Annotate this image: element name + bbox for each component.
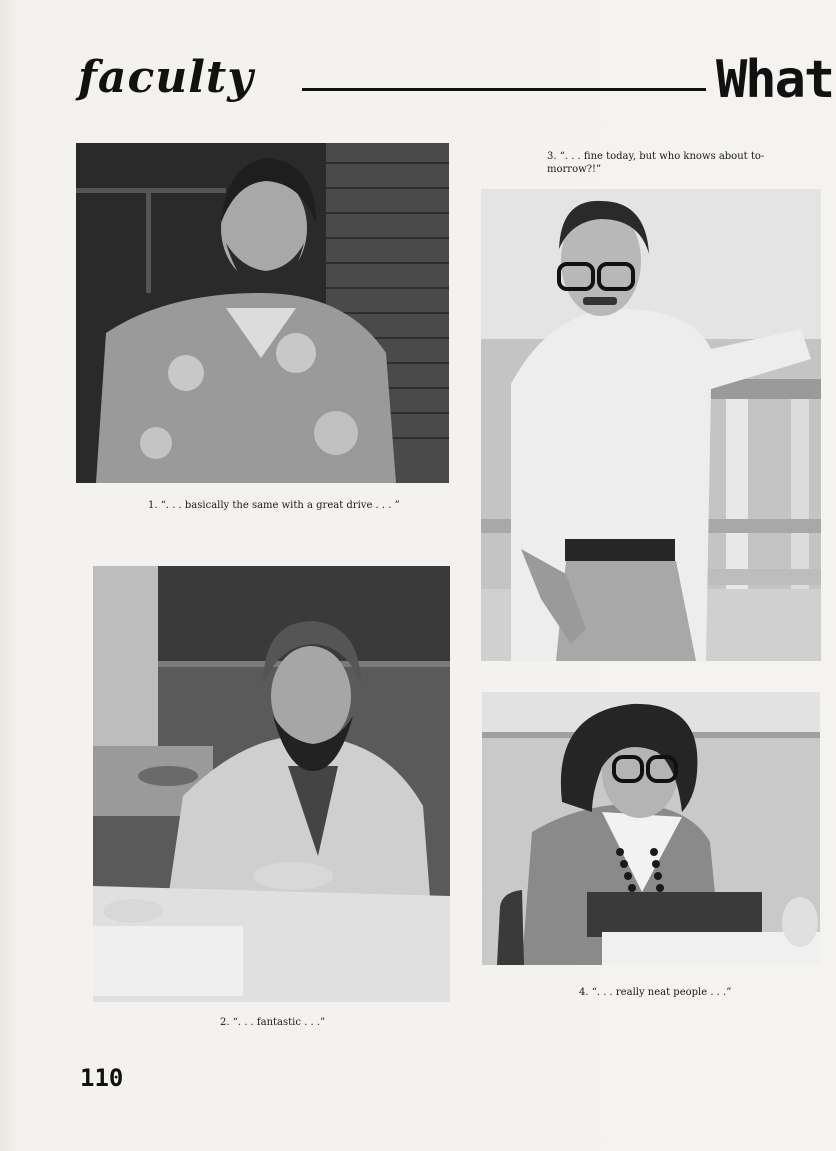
photo-4-caption: 4. “. . . really neat people . . .” <box>579 987 732 998</box>
photo-3-caption: 3. “. . . fine today, but who knows about to- morrow?!” <box>547 151 765 175</box>
photo-1-caption: 1. “. . . basically the same with a great drive . . . ” <box>148 500 400 511</box>
page-number: 110 <box>80 1064 124 1092</box>
photo-2-caption: 2. “. . . fantastic . . .” <box>220 1017 326 1028</box>
photo-1 <box>76 143 449 483</box>
header-rule <box>302 88 706 91</box>
headline-fragment: What <box>716 50 834 110</box>
section-title: faculty <box>78 52 254 103</box>
photo-3 <box>481 189 821 661</box>
photo-2 <box>93 566 450 1002</box>
photo-4 <box>482 692 820 965</box>
